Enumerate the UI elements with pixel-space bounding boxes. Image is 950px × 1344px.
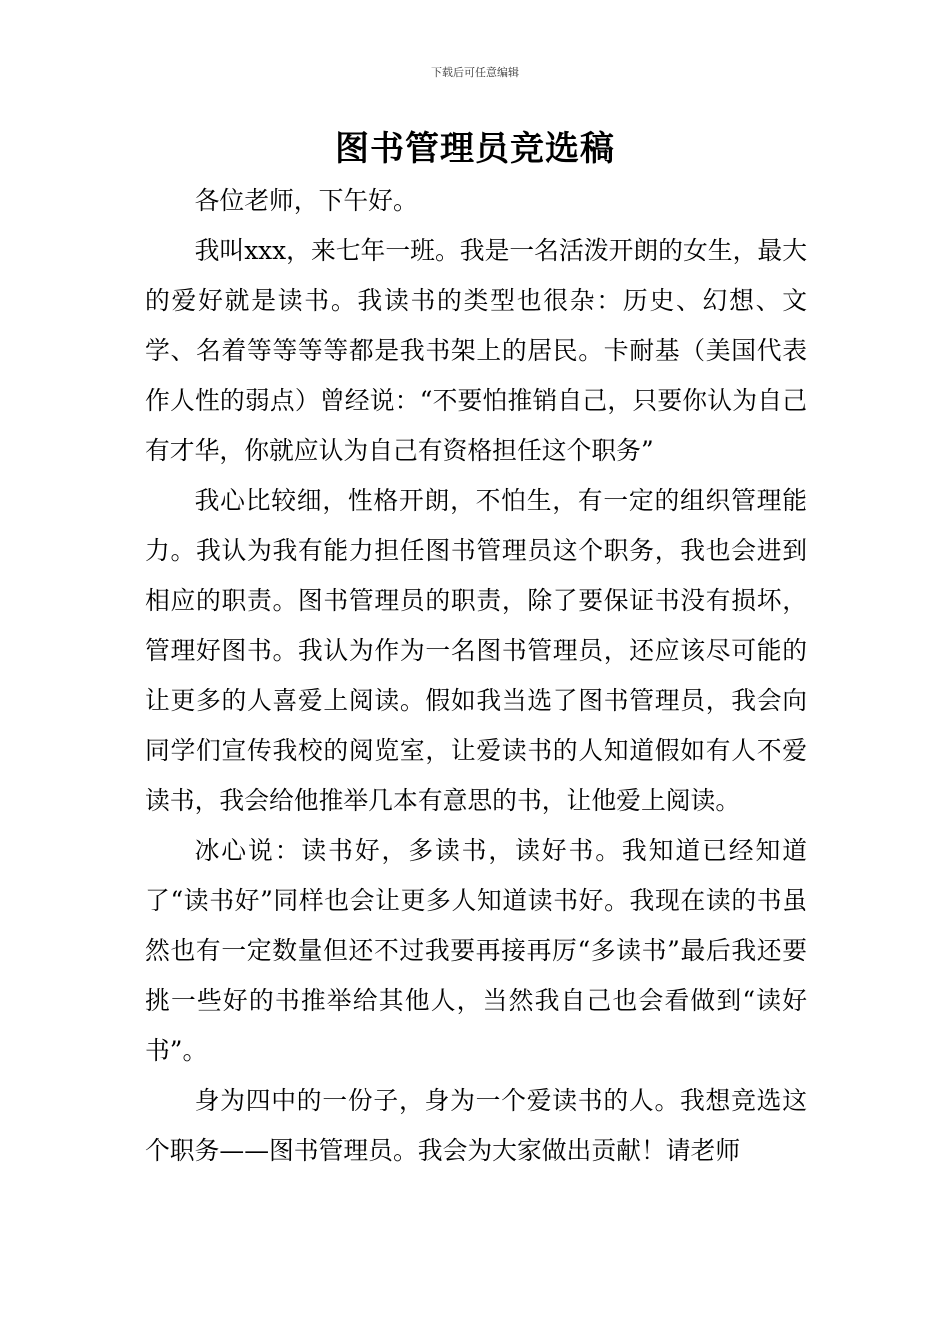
document-body	[145, 176, 807, 1176]
paragraph-qualifications: 我心比较细，性格开朗，不怕生，有一定的组织管理能力。我认为我有能力担任图书管理员这个职务，我也会进到相应的职责。图书管理员的职责，除了要保证书没有损坏，管理好图书。我认为作为一名图书管理员，还应该尽可能的让更多的人喜爱上阅读。假如我当选了图书管理员，我会向同学们宣传我校的阅览室，让爱读书的人知道假如有人不爱读书，我会给他推举几本有意思的书，让他爱上阅读。	[145, 486, 807, 815]
paragraph-introduction: 我叫xxx，来七年一班。我是一名活泼开朗的女生，最大的爱好就是读书。我读书的类型也很杂：历史、幻想、文学、名着等等等等都是我书架上的居民。卡耐基（美国代表作人性的弱点）曾经说：“不要怕推销自己，只要你认为自己有才华，你就应认为自己有资格担任这个职务”	[145, 236, 807, 465]
paragraph-greeting: 各位老师，下午好。	[194, 186, 418, 215]
paragraph-reading-quote: 冰心说：读书好，多读书，读好书。我知道已经知道了“读书好”同样也会让更多人知道读书好。我现在读的书虽然也有一定数量但还不过我要再接再厉“多读书”最后我还要挑一些好的书推举给其他人，当然我自己也会看做到“读好书”。	[145, 836, 807, 1065]
paragraph-closing: 身为四中的一份子，身为一个爱读书的人。我想竞选这个职务——图书管理员。我会为大家做出贡献！请老师	[145, 1086, 807, 1165]
document-title: 图书管理员竞选稿	[335, 129, 615, 169]
header-note: 下载后可任意编辑	[431, 66, 519, 79]
